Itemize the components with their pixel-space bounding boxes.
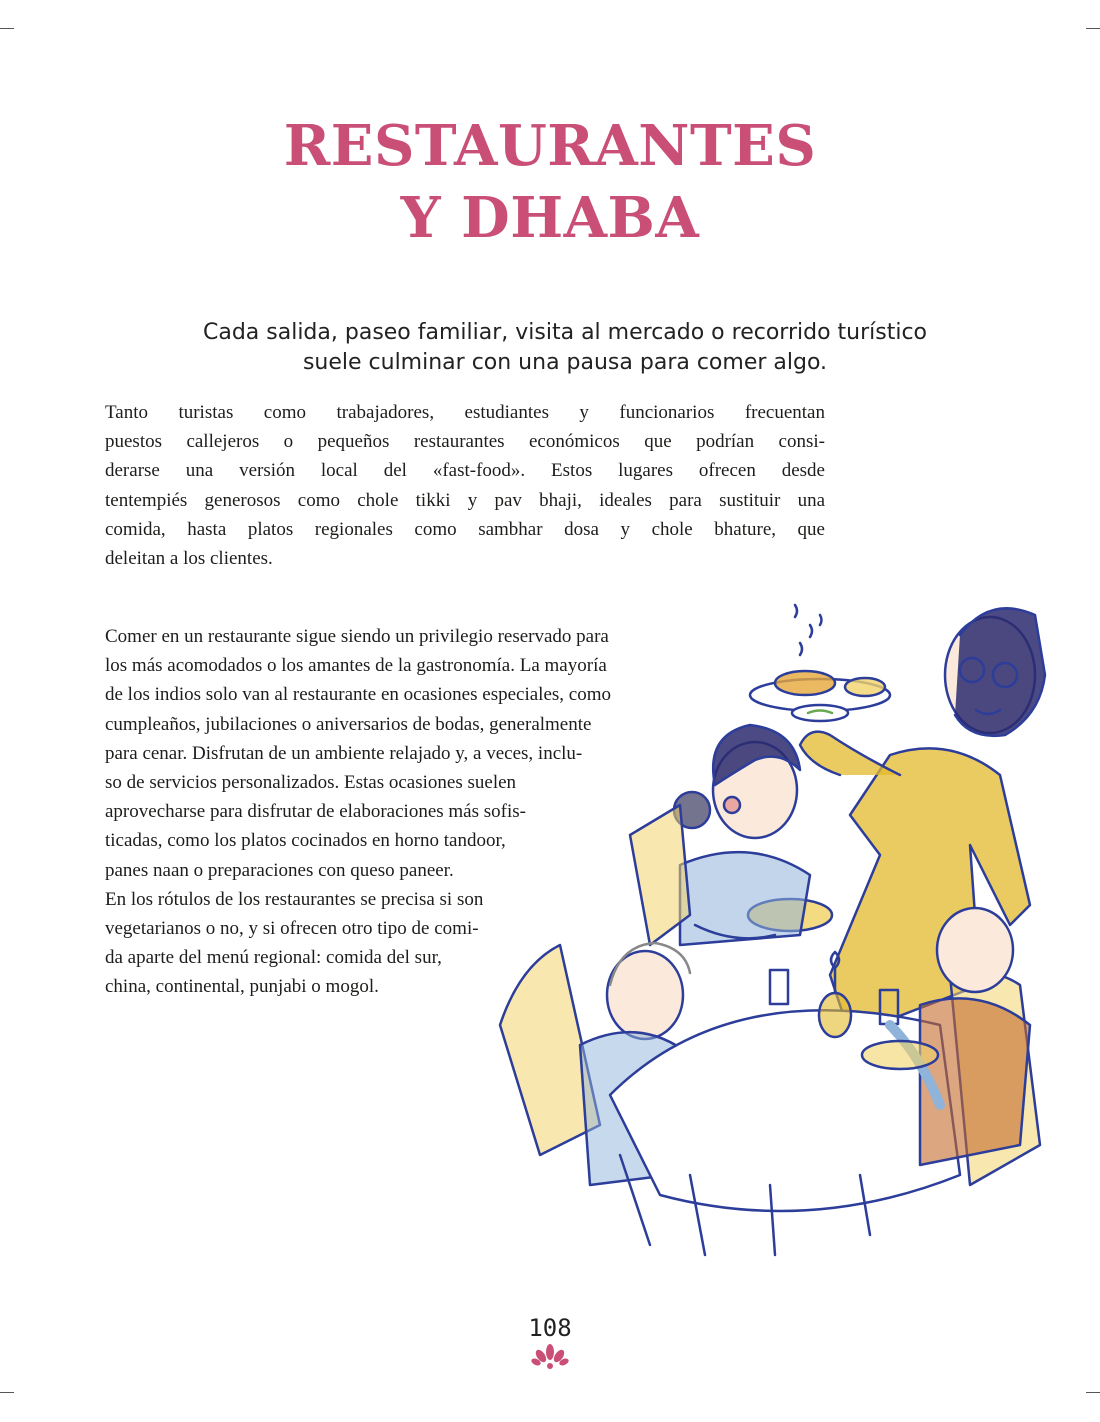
body-paragraph-1 [105,398,825,573]
text-line: aprovecharse para disfrutar de elaboraciones más sofis- [105,801,526,823]
text-line: vegetarianos o no, y si ofrecen otro tipo de comi- [105,918,479,940]
intro-text [150,318,980,378]
crop-mark [1086,1392,1100,1393]
crop-mark [1086,28,1100,29]
text-line: deleitan a los clientes. [105,548,273,570]
text-line: los más acomodados o los amantes de la gastronomía. La mayoría [105,655,607,677]
text-line: puestos callejeros o pequeños restaurantes económicos que podrían consi- [105,431,825,453]
text-line: so de servicios personalizados. Estas ocasiones suelen [105,772,517,794]
text-line: Comer en un restaurante sigue siendo un privilegio reservado para [105,626,609,647]
restaurant-scene-illustration [470,595,1090,1265]
intro-line: suele culminar con una pausa para comer algo. [302,350,828,375]
page-number: 108 [528,1314,572,1342]
text-line: cumpleaños, jubilaciones o aniversarios de bodas, generalmente [105,713,592,735]
crop-mark [0,1392,14,1393]
text-line: comida, hasta platos regionales como sambhar dosa y chole bhature, que [105,518,825,540]
text-line: ticadas, como los platos cocinados en horno tandoor, [105,830,506,852]
text-line: derarse una versión local del «fast-food». Estos lugares ofrecen desde [105,460,825,482]
text-line: china, continental, punjabi o mogol. [105,976,379,998]
text-line: En los rótulos de los restaurantes se precisa si son [105,888,484,910]
page-title-line-1: RESTAURANTES [283,113,817,179]
text-line: panes naan o preparaciones con queso paneer. [105,859,454,881]
intro-line: Cada salida, paseo familiar, visita al mercado o recorrido turístico [202,320,928,345]
text-line: da aparte del menú regional: comida del sur, [105,947,442,969]
text-line: de los indios solo van al restaurante en ocasiones especiales, como [105,684,611,706]
text-line: tentempiés generosos como chole tikki y pav bhaji, ideales para sustituir una [105,489,825,511]
crop-mark [0,28,14,29]
page-title-line-2: Y DHABA [400,185,700,251]
flower-ornament-icon [530,1344,570,1370]
page-title [0,110,1100,254]
text-line: Tanto turistas como trabajadores, estudiantes y funcionarios frecuentan [105,402,825,423]
text-line: para cenar. Disfrutan de un ambiente relajado y, a veces, inclu- [105,742,583,764]
